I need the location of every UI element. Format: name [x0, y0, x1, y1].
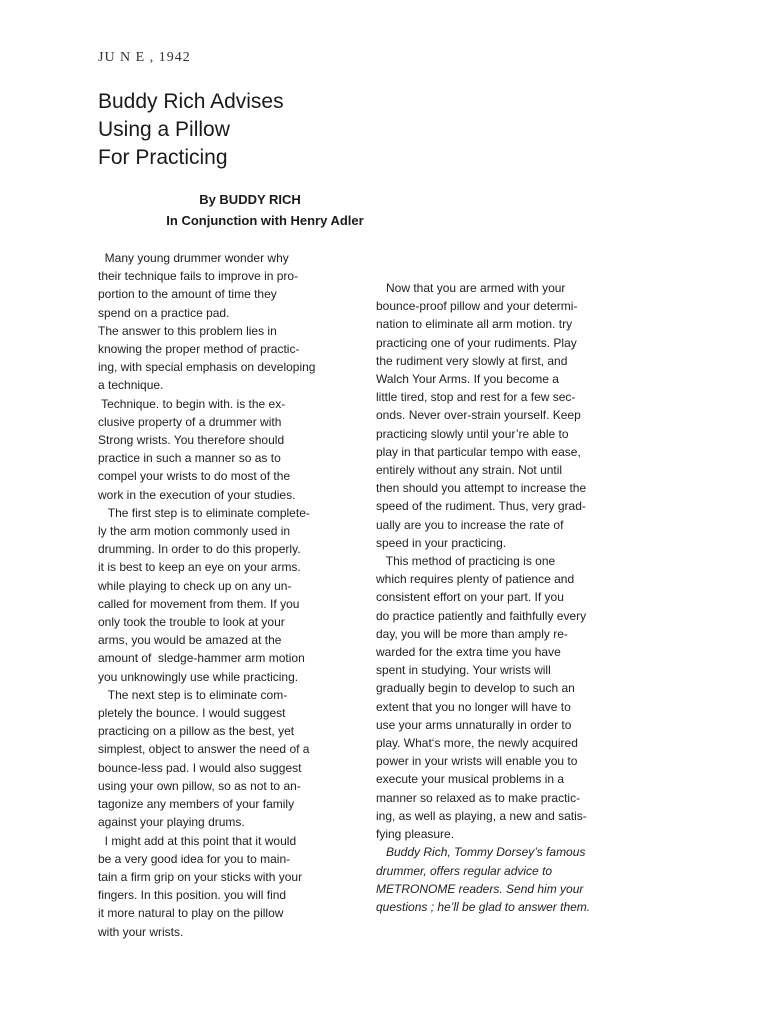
text-line: simplest, object to answer the need of a: [98, 742, 310, 757]
text-line: knowing the proper method of practic-: [98, 342, 300, 357]
text-line: tagonize any members of your family: [98, 797, 295, 812]
text-line: with your wrists.: [98, 924, 184, 939]
text-line: The next step is to eliminate com-: [98, 687, 288, 702]
text-line: day, you will be more than amply re-: [376, 626, 568, 641]
text-line: which requires plenty of patience and: [376, 572, 575, 587]
text-line: using your own pillow, so as not to an-: [98, 778, 301, 793]
text-line: I might add at this point that it would: [98, 833, 297, 848]
text-line: compel your wrists to do most of the: [98, 469, 291, 484]
text-line: entirely without any strain. Not until: [376, 463, 563, 478]
text-line: manner so relaxed as to make practic-: [376, 790, 581, 805]
italic-note-line: Buddy Rich, Tommy Dorsey’s famous: [376, 845, 586, 860]
text-line: fingers. In this position. you will find: [98, 888, 287, 903]
title-line: Buddy Rich Advises: [98, 90, 284, 113]
text-line: then should you attempt to increase the: [376, 481, 587, 496]
text-line: The first step is to eliminate complete-: [98, 505, 310, 520]
text-line: nation to eliminate all arm motion. try: [376, 317, 573, 332]
text-line: warded for the extra time you have: [376, 645, 561, 660]
text-line: execute your musical problems in a: [376, 772, 565, 787]
text-line: portion to the amount of time they: [98, 287, 277, 302]
text-line: called for movement from them. If you: [98, 596, 300, 611]
text-line: practicing on a pillow as the best, yet: [98, 724, 295, 739]
text-line: ing, with special emphasis on developing: [98, 360, 316, 375]
text-line: clusive property of a drummer with: [98, 414, 282, 429]
text-line: Technique. to begin with. is the ex-: [98, 396, 286, 411]
text-line: Now that you are armed with your: [376, 281, 566, 295]
text-line: extent that you no longer will have to: [376, 699, 571, 714]
text-line: speed of the rudiment. Thus, very grad-: [376, 499, 586, 514]
title-line: For Practicing: [98, 146, 228, 169]
text-line: Walch Your Arms. If you become a: [376, 372, 559, 387]
text-line: tain a firm grip on your sticks with your: [98, 869, 303, 884]
byline-collaborator: In Conjunction with Henry Adler: [166, 213, 364, 228]
text-line: do practice patiently and faithfully every: [376, 608, 587, 623]
dateline: JU N E , 1942: [98, 50, 191, 65]
italic-note-line: questions ; he’ll be glad to answer them.: [376, 899, 591, 914]
text-line: their technique fails to improve in pro-: [98, 269, 299, 284]
byline-author: By BUDDY RICH: [199, 192, 301, 207]
text-line: spend on a practice pad.: [98, 305, 230, 320]
text-line: while playing to check up on any un-: [98, 578, 292, 593]
text-line: be a very good idea for you to main-: [98, 851, 291, 866]
italic-note-line: drummer, offers regular advice to: [376, 863, 553, 878]
text-line: The answer to this problem lies in: [98, 323, 277, 338]
text-line: the rudiment very slowly at first, and: [376, 353, 568, 368]
right-column: [376, 279, 616, 916]
text-line: pletely the bounce. I would suggest: [98, 706, 286, 721]
text-line: it more natural to play on the pillow: [98, 906, 284, 921]
text-line: you unknowingly use while practicing.: [98, 669, 299, 684]
text-line: play in that particular tempo with ease,: [376, 444, 581, 459]
text-line: ing, as well as playing, a new and satis-: [376, 808, 587, 823]
text-line: drumming. In order to do this properly.: [98, 542, 301, 557]
text-line: bounce-less pad. I would also suggest: [98, 760, 302, 775]
text-line: amount of sledge-hammer arm motion: [98, 651, 305, 666]
text-line: work in the execution of your studies.: [98, 487, 296, 502]
text-line: Many young drummer wonder why: [98, 251, 289, 265]
text-line: only took the trouble to look at your: [98, 615, 285, 630]
text-line: fying pleasure.: [376, 827, 455, 842]
text-line: Strong wrists. You therefore should: [98, 433, 285, 448]
text-line: ly the arm motion commonly used in: [98, 524, 291, 539]
text-line: practice in such a manner so as to: [98, 451, 281, 466]
text-line: speed in your practicing.: [376, 535, 507, 550]
text-line: gradually begin to develop to such an: [376, 681, 575, 696]
text-line: spent in studying. Your wrists will: [376, 663, 551, 678]
text-line: arms, you would be amazed at the: [98, 633, 282, 648]
text-line: against your playing drums.: [98, 815, 245, 830]
text-line: onds. Never over-strain yourself. Keep: [376, 408, 581, 423]
article-title: [98, 88, 398, 172]
text-line: consistent effort on your part. If you: [376, 590, 564, 605]
text-line: power in your wrists will enable you to: [376, 754, 578, 769]
text-line: little tired, stop and rest for a few sec-: [376, 390, 576, 405]
text-line: it is best to keep an eye on your arms.: [98, 560, 301, 575]
text-line: practicing slowly until your’re able to: [376, 426, 569, 441]
text-line: play. What‘s more, the newly acquired: [376, 736, 578, 751]
text-line: use your arms unnaturally in order to: [376, 717, 572, 732]
text-line: bounce-proof pillow and your determi-: [376, 299, 578, 314]
text-line: ually are you to increase the rate of: [376, 517, 564, 532]
text-line: This method of practicing is one: [376, 554, 556, 569]
title-line: Using a Pillow: [98, 118, 230, 141]
italic-note-line: METRONOME readers. Send him your: [376, 881, 584, 896]
text-line: practicing one of your rudiments. Play: [376, 335, 577, 350]
left-column: [98, 249, 338, 941]
text-line: a technique.: [98, 378, 164, 393]
